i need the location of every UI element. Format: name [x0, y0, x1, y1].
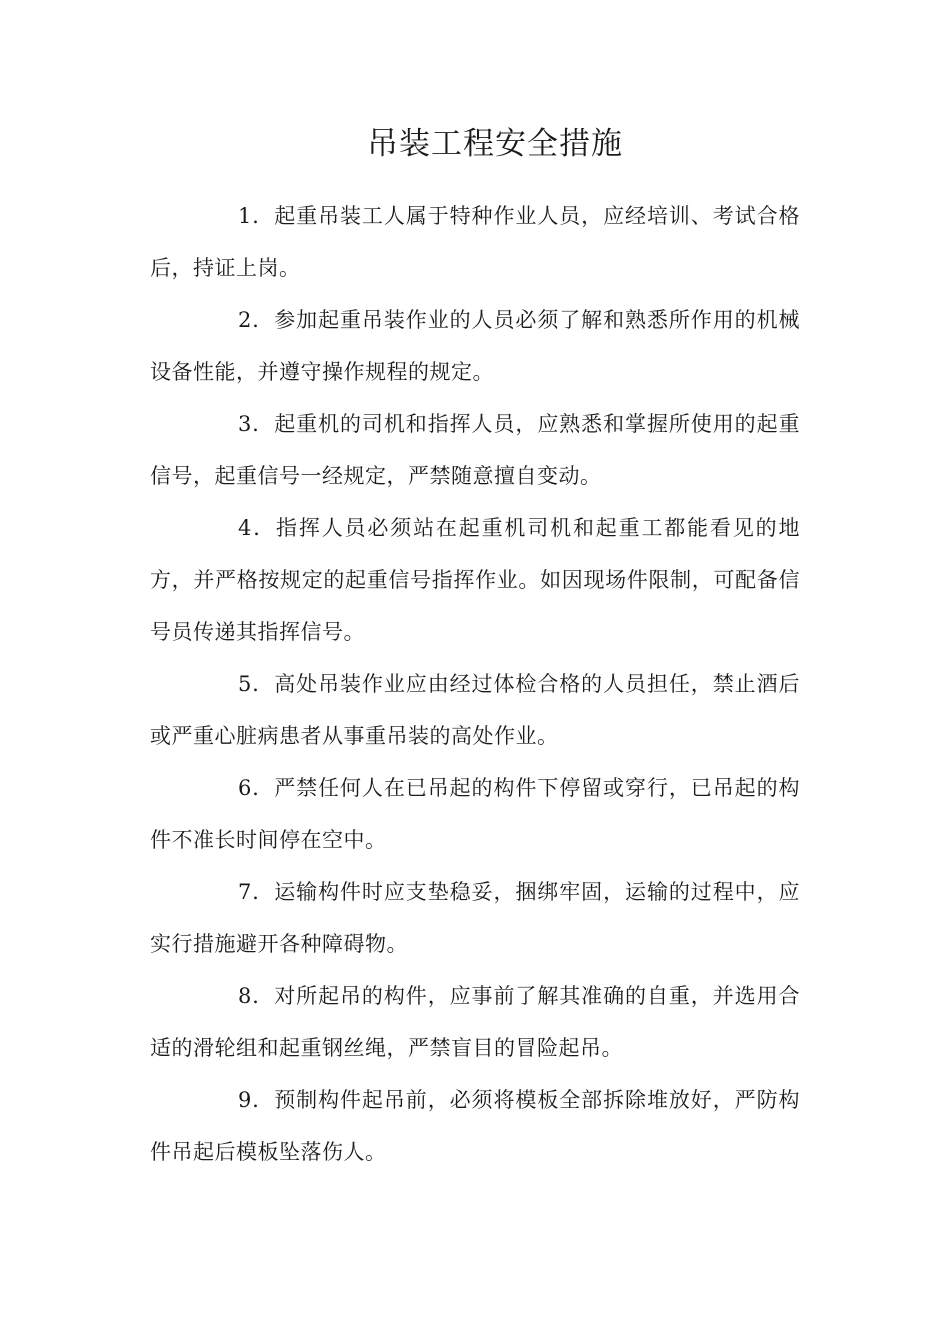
measure-item-4: 4．指挥人员必须站在起重机司机和起重工都能看见的地方，并严格按规定的起重信号指挥作业。如因现场件限制，可配备信号员传递其指挥信号。	[150, 516, 800, 644]
measure-item-8: 8．对所起吊的构件，应事前了解其准确的自重，并选用合适的滑轮组和起重钢丝绳，严禁盲目的冒险起吊。	[150, 984, 800, 1060]
page-title: 吊装工程安全措施	[367, 126, 623, 162]
measure-item-7: 7．运输构件时应支垫稳妥，捆绑牢固，运输的过程中，应实行措施避开各种障碍物。	[150, 880, 800, 956]
measure-list	[150, 190, 800, 1178]
measure-item-9: 9．预制构件起吊前，必须将模板全部拆除堆放好，严防构件吊起后模板坠落伤人。	[150, 1088, 800, 1164]
measure-item-1: 1．起重吊装工人属于特种作业人员，应经培训、考试合格后，持证上岗。	[150, 204, 800, 280]
measure-item-5: 5．高处吊装作业应由经过体检合格的人员担任，禁止酒后或严重心脏病患者从事重吊装的高处作业。	[150, 672, 800, 748]
measure-item-2: 2．参加起重吊装作业的人员必须了解和熟悉所作用的机械设备性能，并遵守操作规程的规定。	[150, 308, 800, 384]
measure-item-6: 6．严禁任何人在已吊起的构件下停留或穿行，已吊起的构件不准长时间停在空中。	[150, 776, 800, 852]
measure-item-3: 3．起重机的司机和指挥人员，应熟悉和掌握所使用的起重信号，起重信号一经规定，严禁随意擅自变动。	[150, 412, 800, 488]
